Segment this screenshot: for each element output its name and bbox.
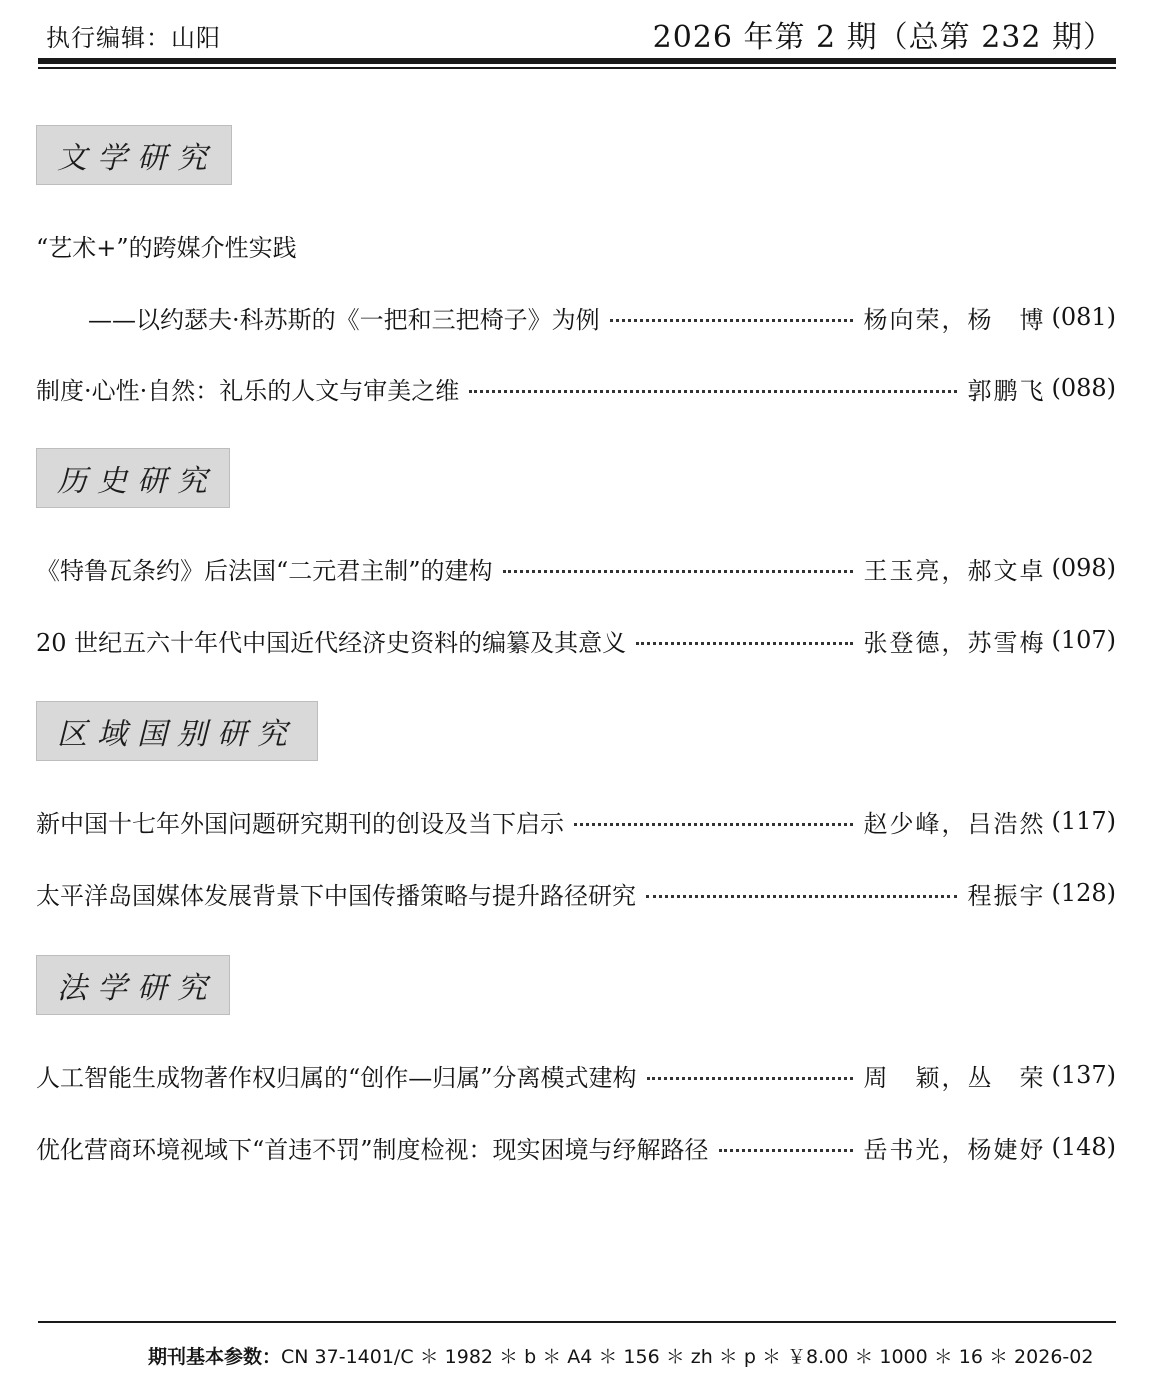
toc-entry[interactable] [88,300,1116,334]
toc-entry-author: 张登德，苏雪梅 [863,628,1046,657]
toc-entry-title: 制度·心性·自然：礼乐的人文与审美之维 [36,376,460,405]
journal-parameters-label: 期刊基本参数： [148,1346,282,1368]
section-label-regional: 区域国别研究 [36,701,318,761]
leader-dots [503,570,854,573]
section-label-literature: 文学研究 [36,125,232,185]
toc-entry-title: 人工智能生成物著作权归属的“创作—归属”分离模式建构 [36,1063,637,1092]
toc-entry-page: (137) [1051,1061,1116,1089]
toc-entry-page: (128) [1051,879,1116,907]
toc-entry-title: 新中国十七年外国问题研究期刊的创设及当下启示 [36,809,564,838]
issue-number: 2026 年第 2 期（总第 232 期） [652,20,1114,55]
leader-dots [636,642,853,645]
toc-entry[interactable] [36,804,1116,838]
leader-dots [469,390,957,393]
toc-entry-title: 太平洋岛国媒体发展背景下中国传播策略与提升路径研究 [36,881,636,910]
toc-entry-page: (107) [1051,626,1116,654]
toc-entry-page: (148) [1051,1133,1116,1161]
toc-entry[interactable] [36,623,1116,657]
toc-entry-author: 赵少峰，吕浩然 [863,809,1046,838]
toc-entry-page: (098) [1051,554,1116,582]
toc-entry-author: 杨向荣，杨 博 [863,305,1046,334]
leader-dots [647,1077,854,1080]
toc-entry-title: “艺术+”的跨媒介性实践 [36,234,297,262]
header-rule-thick [38,58,1116,64]
toc-entry[interactable] [36,371,1116,405]
toc-entry-author: 程振宇 [967,881,1046,910]
header-rule-thin [38,67,1116,69]
toc-entry-page: (088) [1051,374,1116,402]
executive-editor: 执行编辑：山阳 [46,24,221,52]
toc-entry-author: 岳书光，杨婕妤 [863,1135,1046,1164]
toc-entry[interactable] [36,1058,1116,1092]
leader-dots [574,823,853,826]
journal-parameters [148,1342,1093,1369]
toc-entry-title: 20 世纪五六十年代中国近代经济史资料的编纂及其意义 [36,628,627,657]
toc-entry[interactable] [36,876,1116,910]
section-label-law: 法学研究 [36,955,230,1015]
toc-entry[interactable] [36,551,1116,585]
toc-entry-title: 《特鲁瓦条约》后法国“二元君主制”的建构 [36,556,493,585]
toc-entry-page: (117) [1051,807,1116,835]
toc-entry-author: 周 颖，丛 荣 [863,1063,1046,1092]
section-label-history: 历史研究 [36,448,230,508]
journal-parameters-values: CN 37-1401/C ＊ 1982 ＊ b ＊ A4 ＊ 156 ＊ zh ＊ p ＊ ￥8.00 ＊ 1000 ＊ 16 ＊ 2026-02 [281,1346,1094,1368]
leader-dots [646,895,957,898]
leader-dots [719,1149,854,1152]
toc-entry-page: (081) [1051,303,1116,331]
footer-rule [38,1321,1116,1323]
leader-dots [610,319,854,322]
toc-entry-title: 优化营商环境视域下“首违不罚”制度检视：现实困境与纾解路径 [36,1135,709,1164]
toc-entry-author: 郭鹏飞 [967,376,1046,405]
toc-entry-author: 王玉亮，郝文卓 [863,556,1046,585]
toc-entry[interactable] [36,1130,1116,1164]
toc-entry-title: ——以约瑟夫·科苏斯的《一把和三把椅子》为例 [88,305,600,334]
